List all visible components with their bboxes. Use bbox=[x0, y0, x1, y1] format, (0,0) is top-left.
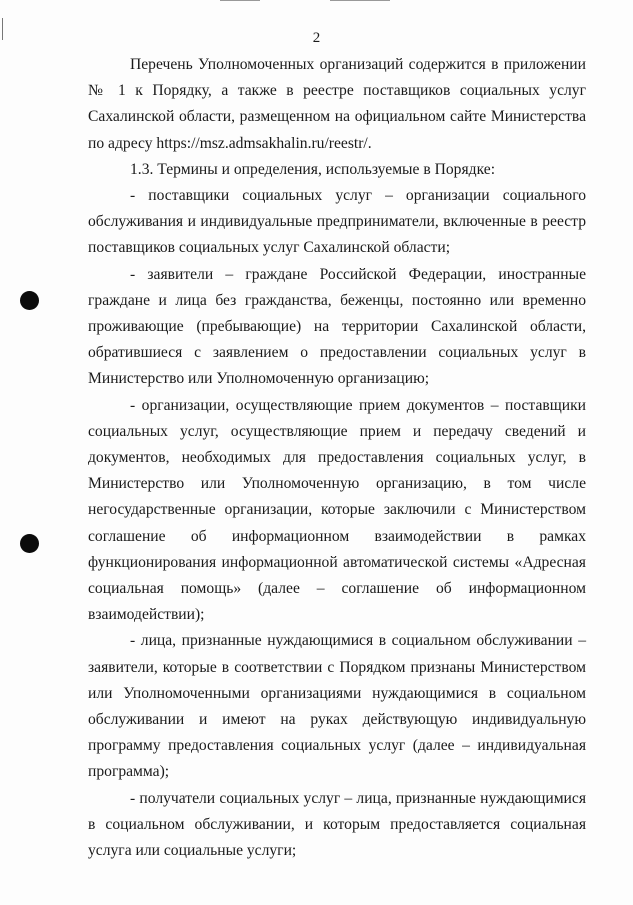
punch-hole bbox=[20, 291, 39, 310]
page-number: 2 bbox=[312, 30, 321, 46]
paragraph-terms-heading: 1.3. Термины и определения, используемые в Порядке: bbox=[130, 160, 496, 178]
paragraph-providers: - поставщики социальных услуг – организации социального обслуживания и индивидуальные предприниматели, включенные в реестр поставщиков социальных услуг Сахалинской области; bbox=[88, 187, 586, 257]
scan-artifact-tick bbox=[330, 0, 390, 1]
scan-artifact-tick bbox=[220, 0, 260, 1]
paragraph-persons-in-need: - лица, признанные нуждающимися в социальном обслуживании – заявители, которые в соответствии с Порядком признаны Министерством или Уполномоченными организациями нуждающимися в социальном обслуживании и имеют на руках действующую индивидуальную программу предоставления социальных услуг (далее – индивидуальная программа); bbox=[88, 632, 586, 781]
paragraph-registry: Перечень Уполномоченных организаций содержится в приложении № 1 к Порядку, а также в реестре поставщиков социальных услуг Сахалинской области, размещенном на официальном сайте Министерства по адресу https://msz.admsakhalin.ru/reestr/. bbox=[88, 56, 586, 152]
paragraph-applicants: - заявители – граждане Российской Федерации, иностранные граждане и лица без гражданства, беженцы, постоянно или временно проживающие (пребывающие) на территории Сахалинской области, обратившиеся с заявлением о предоставлении социальных услуг в Министерство или Уполномоченную организацию; bbox=[88, 265, 586, 388]
document-body bbox=[88, 52, 586, 864]
paragraph-recipients: - получатели социальных услуг – лица, признанные нуждающимися в социальном обслуживании, и которым предоставляется социальная услуга или социальные услуги; bbox=[88, 789, 586, 860]
paragraph-document-receivers: - организации, осуществляющие прием документов – поставщики социальных услуг, осуществляющие прием и передачу сведений и документов, необходимых для предоставления социальных услуг, в Министерство или Уполномоченную организацию, в том числе негосударственные организации, которые заключили с Министерством соглашение об информационном взаимодействии в рамках функционирования информационной автоматической системы «Адресная социальная помощь» (далее – соглашение об информационном взаимодействии); bbox=[88, 396, 586, 624]
punch-hole bbox=[20, 534, 39, 553]
